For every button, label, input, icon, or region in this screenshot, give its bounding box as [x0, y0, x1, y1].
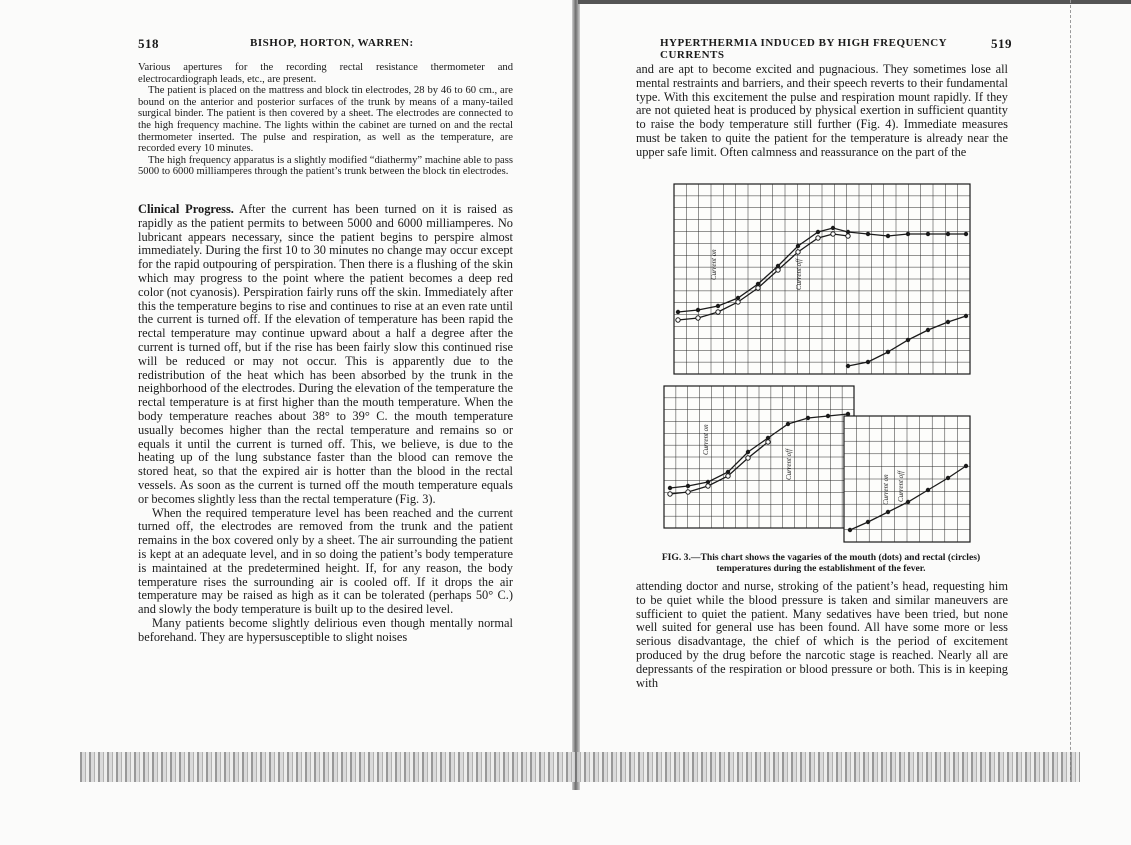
rectal-temp-circle — [746, 456, 750, 460]
rectal-temp-circle — [686, 490, 690, 494]
mouth-temp-dot — [946, 476, 950, 480]
body-paragraph: Many patients become slightly delirious even though mentally normal beforehand. They are hypersusceptible to slight noises — [138, 615, 513, 644]
mouth-temp-dot — [886, 510, 890, 514]
page-top-edge — [578, 0, 1131, 4]
section-heading: Clinical Progress. — [138, 202, 234, 216]
scan-noise-band — [80, 752, 1080, 782]
rectal-temp-circle — [676, 318, 680, 322]
page-right-edge — [1070, 0, 1075, 780]
panel-bottom-left — [664, 386, 854, 528]
mouth-temp-dot — [786, 422, 790, 426]
book-gutter — [572, 0, 580, 790]
mouth-temp-dot — [964, 464, 968, 468]
rectal-temp-circle — [816, 236, 820, 240]
intro-paragraph: Various apertures for the recording rectal resistance thermometer and electrocardiograph leads, etc., are present. — [138, 62, 513, 85]
panel-label: Current off — [795, 258, 803, 290]
mouth-temp-dot — [866, 232, 870, 236]
rectal-temp-circle — [776, 268, 780, 272]
rectal-temp-circle — [846, 234, 850, 238]
mouth-temp-dot — [886, 350, 890, 354]
panel-label: Current on — [710, 249, 718, 280]
body-paragraph: attending doctor and nurse, stroking of the patient’s head, requesting him to be quiet while the blood pressure is taken and similar maneuvers are sufficient to quiet the patient. Many sedatives have been tried, but none well suited for general use has been found. All have some more or less serious disadvantage, the chief of which is the period of excitement produced by the drug before the narcotic stage is reached. Nearly all are depressants of the respiration or blood pressure or both. This is in keeping with — [636, 579, 1008, 690]
rectal-temp-circle — [716, 310, 720, 314]
body-paragraph — [138, 203, 513, 507]
mouth-temp-dot — [866, 520, 870, 524]
rectal-temp-circle — [766, 440, 770, 444]
right-running-title: HYPERTHERMIA INDUCED BY HIGH FREQUENCY CURRENTS — [660, 37, 947, 61]
mouth-temp-dot — [696, 308, 700, 312]
left-running-head — [138, 36, 513, 52]
mouth-temp-dot — [926, 328, 930, 332]
mouth-temp-dot — [668, 486, 672, 490]
intro-paragraph: The high frequency apparatus is a slightly modified “diathermy” machine able to pass 5000 to 6000 milliamperes through the patient’s trunk between the block tin electrodes. — [138, 154, 513, 178]
mouth-temp-dot — [926, 488, 930, 492]
mouth-temp-dot — [796, 244, 800, 248]
paragraph-text: After the current has been turned on it is raised as rapidly as the patient permits to between 5000 and 6000 milliamperes. No lubricant appears necessary, since the patient begins to perspire almost immediately. During the first 10 to 30 minutes no change may occur except for the rapid outpouring of perspiration. Then there is a flushing of the skin which may progress to the point where the patient becomes a deep red color (not cyanosis). Perspiration fairly runs off the skin. Immediately after this the temperature begins to rise and continues to rise at an even rate until the current is turned off. If the elevation of temperature has been rapid the rectal temperature may continue upward about a half a degree after the current is turned off, but if the rise has been fairly slow this continued rise will be reduced or may not occur. This is apparently due to the redistribution of the heat which has been absorbed by the trunk in the neighborhood of the electrodes. During the elevation of the temperature the rectal temperature is at first higher than the mouth temperature. When the body temperature reaches about 38° to 39° C. the mouth temperature usually becomes higher than the rectal temperature and remains so or equals it until the current is turned off. This, we believe, is due to the heating up of the lung substance faster than the blood can remove the stored heat, so that the expired air is hotter than the blood in the rectal vessels. As soon as the current is turned off the mouth temperature equals or becomes slightly less than the rectal temperature (Fig. 3). — [138, 202, 513, 506]
mouth-temp-dot — [806, 416, 810, 420]
mouth-temp-dot — [746, 450, 750, 454]
rectal-temp-circle — [796, 250, 800, 254]
right-page-number: 519 — [991, 36, 1012, 51]
intro-text — [138, 62, 513, 178]
mouth-temp-dot — [906, 500, 910, 504]
mouth-temp-dot — [676, 310, 680, 314]
mouth-temp-dot — [926, 232, 930, 236]
mouth-temp-dot — [716, 304, 720, 308]
mouth-temp-dot — [831, 226, 835, 230]
mouth-temp-dot — [846, 364, 850, 368]
right-top-text — [636, 63, 1008, 160]
panel-label: Current on — [702, 424, 710, 455]
mouth-temp-dot — [866, 360, 870, 364]
mouth-temp-dot — [886, 234, 890, 238]
panel-bottom-right — [844, 416, 970, 542]
intro-paragraph: The patient is placed on the mattress and block tin electrodes, 28 by 46 to 60 cm., are bound on the anterior and posterior surfaces of the trunk by means of a many-tailed surgical binder. The patient is then covered by a sheet. The electrodes are connected to the high frequency machine. The lights within the cabinet are turned on and the rectal thermometer inserted. The pulse and respiration, as well as the temperature, are recorded every 10 minutes. — [138, 85, 513, 155]
mouth-temp-dot — [906, 232, 910, 236]
left-running-title: BISHOP, HORTON, WARREN: — [250, 37, 414, 49]
left-page-number: 518 — [138, 36, 159, 51]
mouth-temp-dot — [946, 320, 950, 324]
temperature-chart-figure — [658, 180, 974, 546]
figure-caption: FIG. 3.—This chart shows the vagaries of the mouth (dots) and rectal (circles) temperatures during the establishment of the fever. — [661, 552, 981, 574]
body-paragraph: When the required temperature level has been reached and the current turned off, the electrodes are removed from the trunk and the patient remains in the box covered only by a sheet. The air surrounding the patient is kept at an adequate level, and in so doing the patient’s body temperature is maintained at the predetermined height. If, for any reason, the body temperature rises the surrounding air is cooled off. If it drops the air temperature may be raised as high as it can be tolerated (perhaps 50° C.) and slowly the body temperature is built up to the desired level. — [138, 505, 513, 617]
mouth-temp-dot — [686, 484, 690, 488]
mouth-temp-dot — [826, 414, 830, 418]
mouth-temp-dot — [848, 528, 852, 532]
rectal-temp-circle — [756, 286, 760, 290]
panel-label: Current on — [882, 474, 890, 505]
rectal-temp-circle — [706, 484, 710, 488]
panel-top — [674, 184, 970, 374]
mouth-temp-dot — [946, 232, 950, 236]
right-bottom-text — [636, 580, 1008, 690]
mouth-temp-dot — [816, 230, 820, 234]
rectal-temp-circle — [831, 232, 835, 236]
mouth-temp-dot — [964, 232, 968, 236]
rectal-temp-circle — [736, 300, 740, 304]
left-body-text — [138, 203, 513, 645]
mouth-temp-dot — [906, 338, 910, 342]
panel-label: Current off — [785, 448, 793, 480]
rectal-temp-circle — [726, 474, 730, 478]
body-paragraph: and are apt to become excited and pugnacious. They sometimes lose all mental restraints and barriers, and their speech reverts to their fundamental type. With this excitement the pulse and respiration mount rapidly. If they are not quieted heat is produced by physical exertion in sufficient quantity to raise the body temperature still further (Fig. 4). Immediate measures must be taken to quite the patient for the temperature is already near the upper safe limit. Often calmness and reassurance on the part of the — [636, 62, 1008, 159]
panel-label: Current off — [897, 470, 905, 502]
rectal-temp-circle — [696, 316, 700, 320]
rectal-temp-circle — [668, 492, 672, 496]
mouth-temp-dot — [964, 314, 968, 318]
